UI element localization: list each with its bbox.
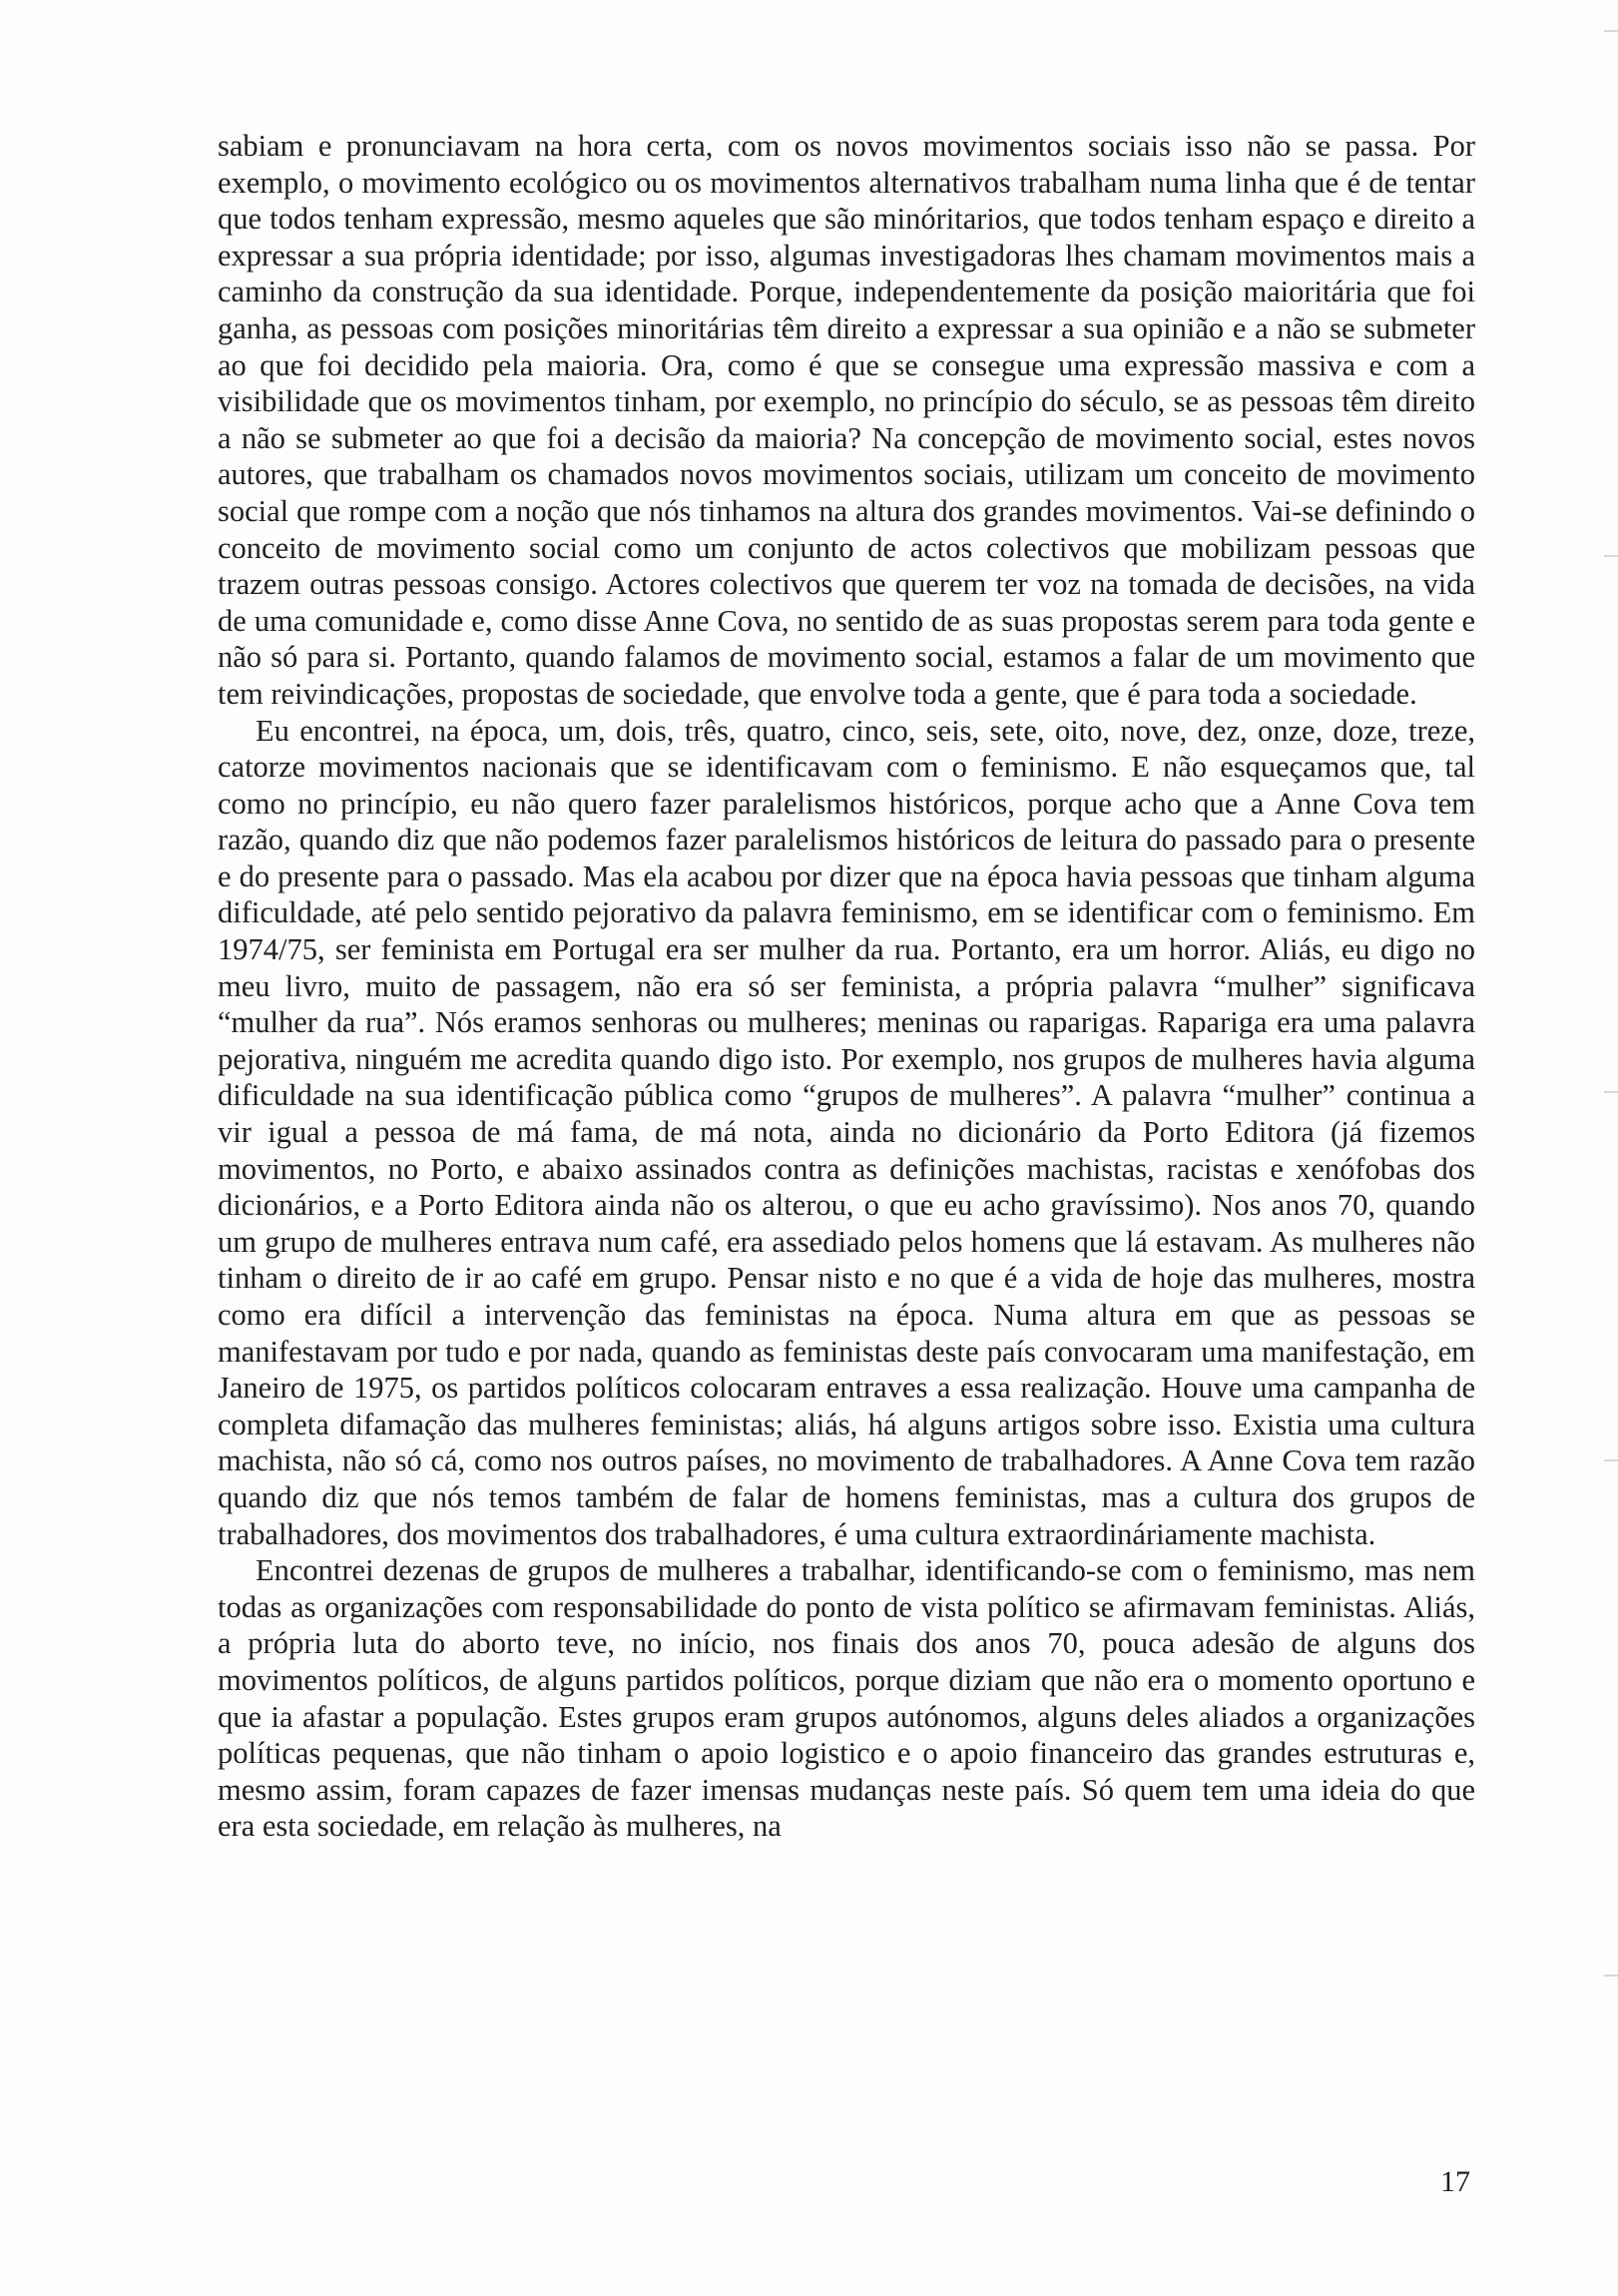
body-text [218,128,1475,1845]
scan-edge-mark [1604,1459,1618,1461]
scan-edge-mark [1604,1091,1618,1093]
page-number: 17 [1440,2165,1470,2198]
scan-edge-mark [1604,30,1618,32]
paragraph: sabiam e pronunciavam na hora certa, com os novos movimentos sociais isso não se passa. Por exemplo, o movimento ecológico ou os movimentos alternativos trabalham numa linha que é de tentar que todos tenham expressão, mesmo aqueles que são minóritarios, que todos tenham espaço e direito a expressar a sua própria identidade; por isso, algumas investigadoras lhes chamam movimentos mais a caminho da construção da sua identidade. Porque, independentemente da posição maioritária que foi ganha, as pessoas com posições minoritárias têm direito a expressar a sua opinião e a não se submeter ao que foi decidido pela maioria. Ora, como é que se consegue uma expressão massiva e com a visibilidade que os movimentos tinham, por exemplo, no princípio do século, se as pessoas têm direito a não se submeter ao que foi a decisão da maioria? Na concepção de movimento social, estes novos autores, que trabalham os chamados novos movimentos sociais, utilizam um conceito de movimento social que rompe com a noção que nós tinhamos na altura dos grandes movimentos. Vai-se definindo o conceito de movimento social como um conjunto de actos colectivos que mobilizam pessoas que trazem outras pessoas consigo. Actores colectivos que querem ter voz na tomada de decisões, na vida de uma comunidade e, como disse Anne Cova, no sentido de as suas propostas serem para toda gente e não só para si. Portanto, quando falamos de movimento social, estamos a falar de um movimento que tem reivindicações, propostas de sociedade, que envolve toda a gente, que é para toda a sociedade. [218,129,1475,711]
scan-edge-mark [1604,1975,1618,1977]
scan-edge-mark [1604,555,1618,557]
paragraph: Encontrei dezenas de grupos de mulheres a trabalhar, identificando-se com o feminismo, mas nem todas as organizações com responsabilidade do ponto de vista político se afirmavam feministas. Aliás, a própria luta do aborto teve, no início, nos finais dos anos 70, pouca adesão de alguns dos movimentos políticos, de alguns partidos políticos, porque diziam que não era o momento oportuno e que ia afastar a população. Estes grupos eram grupos autónomos, alguns deles aliados a organizações políticas pequenas, que não tinham o apoio logistico e o apoio financeiro das grandes estruturas e, mesmo assim, foram capazes de fazer imensas mudanças neste país. Só quem tem uma ideia do que era esta sociedade, em relação às mulheres, na [218,1553,1475,1844]
paragraph: Eu encontrei, na época, um, dois, três, quatro, cinco, seis, sete, oito, nove, dez, onze, doze, treze, catorze movimentos nacionais que se identificavam com o feminismo. E não esqueçamos que, tal como no princípio, eu não quero fazer paralelismos históricos, porque acho que a Anne Cova tem razão, quando diz que não podemos fazer paralelismos históricos de leitura do passado para o presente e do presente para o passado. Mas ela acabou por dizer que na época havia pessoas que tinham alguma dificuldade, até pelo sentido pejorativo da palavra feminismo, em se identificar com o feminismo. Em 1974/75, ser feminista em Portugal era ser mulher da rua. Portanto, era um horror. Aliás, eu digo no meu livro, muito de passagem, não era só ser feminista, a própria palavra “mulher” significava “mulher da rua”. Nós eramos senhoras ou mulheres; meninas ou raparigas. Rapariga era uma palavra pejorativa, ninguém me acredita quando digo isto. Por exemplo, nos grupos de mulheres havia alguma dificuldade na sua identificação pública como “grupos de mulheres”. A palavra “mulher” continua a vir igual a pessoa de má fama, de má nota, ainda no dicionário da Porto Editora (já fizemos movimentos, no Porto, e abaixo assinados contra as definições machistas, racistas e xenófobas dos dicionários, e a Porto Editora ainda não os alterou, o que eu acho gravíssimo). Nos anos 70, quando um grupo de mulheres entrava num café, era assediado pelos homens que lá estavam. As mulheres não tinham o direito de ir ao café em grupo. Pensar nisto e no que é a vida de hoje das mulheres, mostra como era difícil a intervenção das feministas na época. Numa altura em que as pessoas se manifestavam por tudo e por nada, quando as feministas deste país convocaram uma manifestação, em Janeiro de 1975, os partidos políticos colocaram entraves a essa realização. Houve uma campanha de completa difamação das mulheres feministas; aliás, há alguns artigos sobre isso. Existia uma cultura machista, não só cá, como nos outros países, no movimento de trabalhadores. A Anne Cova tem razão quando diz que nós temos também de falar de homens feministas, mas a cultura dos grupos de trabalhadores, dos movimentos dos trabalhadores, é uma cultura extraordináriamente machista. [218,713,1475,1551]
